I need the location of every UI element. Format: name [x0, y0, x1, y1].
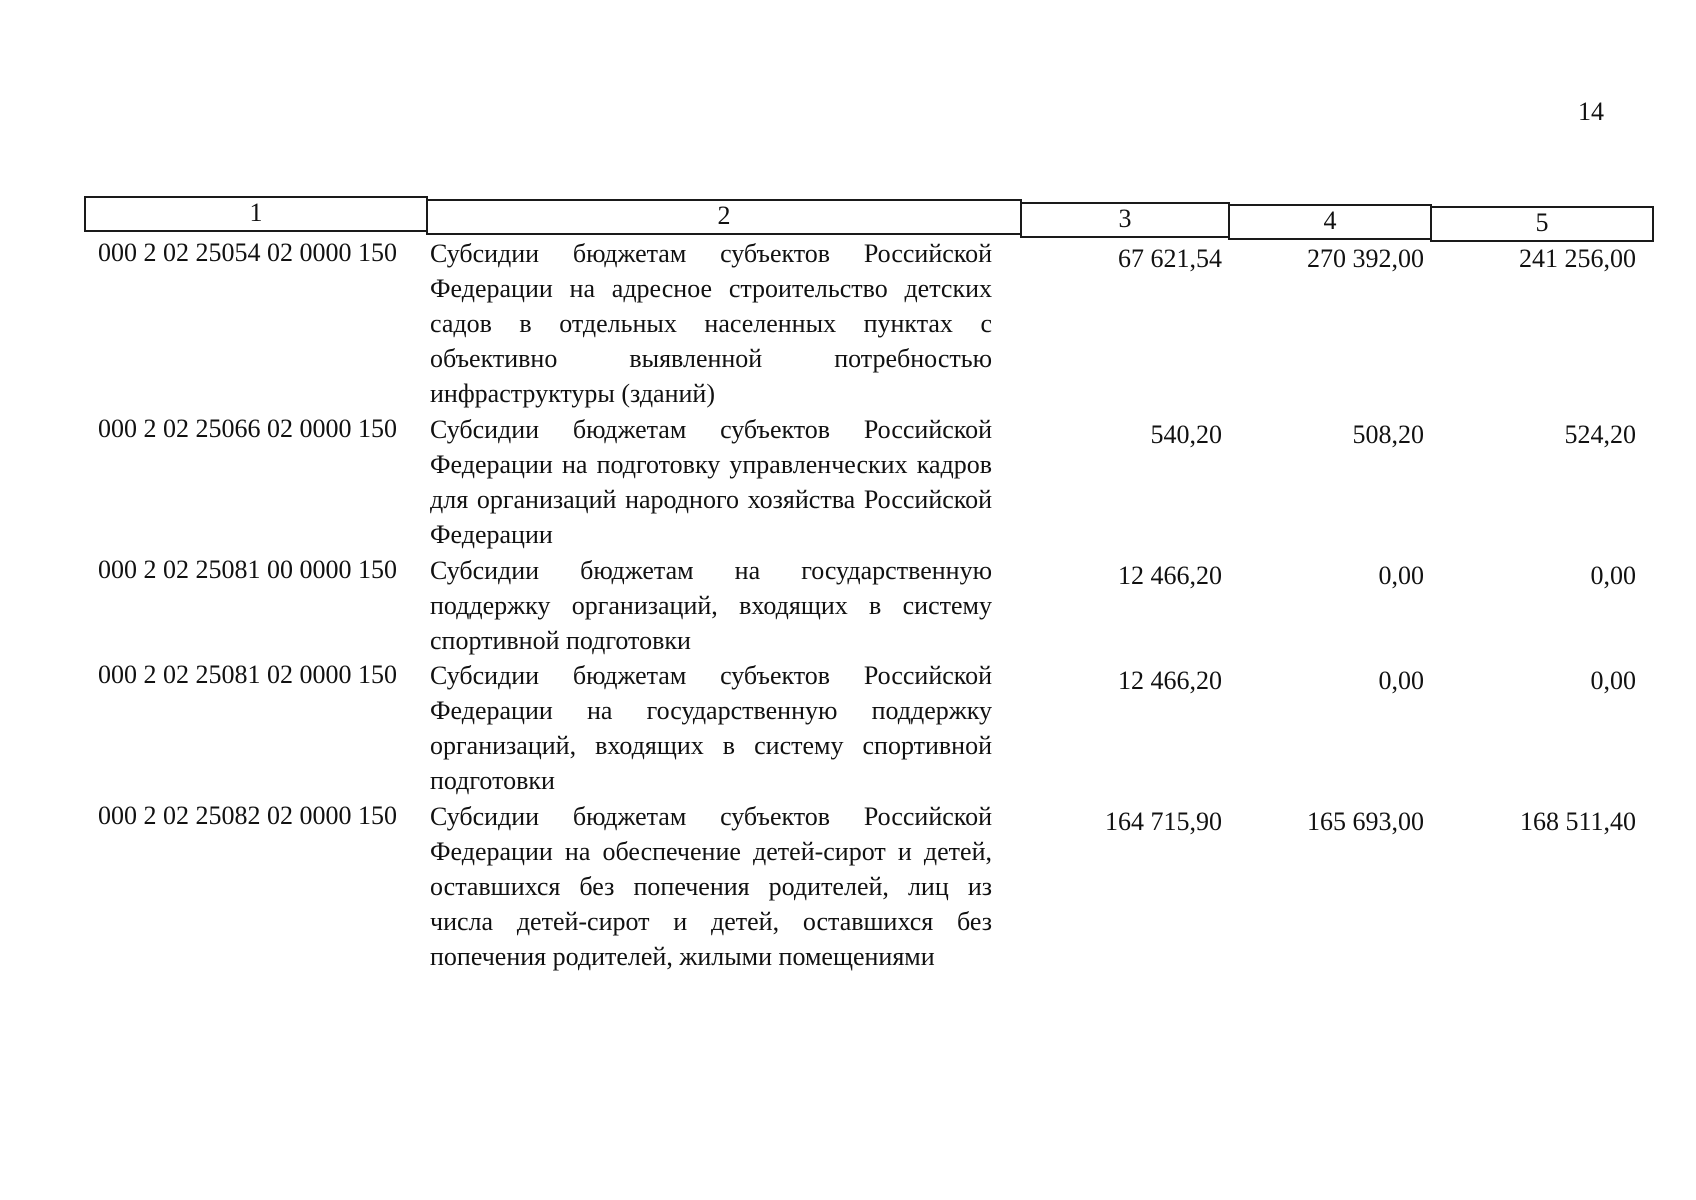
row-description: Субсидии бюджетам субъектов Российской Федерации на обеспечение детей-сирот и детей, оставшихся без попечения родителей, лиц из числа детей-сирот и детей, оставшихся без попечения родителей, жилыми помещениями [430, 802, 992, 971]
amount-col4: 0,00 [1378, 666, 1424, 695]
budget-code: 000 2 02 25082 02 0000 150 [98, 801, 397, 830]
budget-code: 000 2 02 25066 02 0000 150 [98, 414, 397, 443]
header-cell-2: 2 [426, 199, 1022, 235]
amount-col3: 12 466,20 [1118, 666, 1222, 695]
amount-col4: 0,00 [1378, 561, 1424, 590]
amount-col5: 524,20 [1564, 420, 1636, 449]
amount-col5: 0,00 [1590, 666, 1636, 695]
header-cell-1: 1 [84, 196, 428, 232]
budget-code: 000 2 02 25081 02 0000 150 [98, 660, 397, 689]
row-description: Субсидии бюджетам субъектов Российской Федерации на адресное строительство детских садов в отдельных населенных пунктах с объективно выявленной потребностью инфраструктуры (зданий) [430, 239, 992, 408]
amount-col5: 0,00 [1590, 561, 1636, 590]
amount-col5: 168 511,40 [1519, 807, 1636, 836]
amount-col4: 165 693,00 [1307, 807, 1424, 836]
row-description: Субсидии бюджетам субъектов Российской Федерации на подготовку управленческих кадров для организаций народного хозяйства Российской Федерации [430, 415, 992, 549]
row-description: Субсидии бюджетам субъектов Российской Федерации на государственную поддержку организаций, входящих в систему спортивной подготовки [430, 661, 992, 795]
amount-col5: 241 256,00 [1519, 244, 1636, 273]
header-cell-3: 3 [1020, 202, 1230, 238]
page-number: 14 [1578, 97, 1604, 126]
budget-code: 000 2 02 25054 02 0000 150 [98, 238, 397, 267]
amount-col3: 540,20 [1150, 420, 1222, 449]
table-header-row [0, 0, 1696, 260]
amount-col3: 67 621,54 [1118, 244, 1222, 273]
header-cell-4: 4 [1228, 204, 1432, 240]
header-cell-5: 5 [1430, 206, 1654, 242]
amount-col4: 508,20 [1352, 420, 1424, 449]
amount-col4: 270 392,00 [1307, 244, 1424, 273]
amount-col3: 12 466,20 [1118, 561, 1222, 590]
row-description: Субсидии бюджетам на государственную поддержку организаций, входящих в систему спортивной подготовки [430, 556, 992, 655]
budget-code: 000 2 02 25081 00 0000 150 [98, 555, 397, 584]
amount-col3: 164 715,90 [1105, 807, 1222, 836]
